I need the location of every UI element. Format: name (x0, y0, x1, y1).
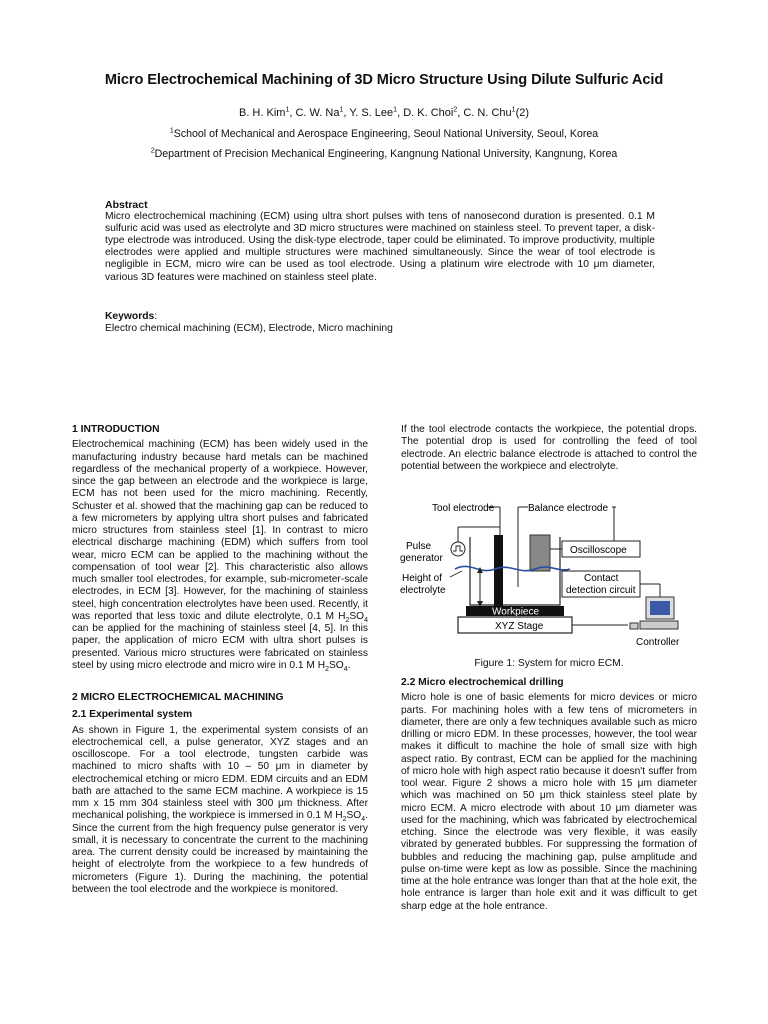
abstract-heading: Abstract (105, 199, 148, 211)
right-column-bottom (401, 677, 697, 913)
section-heading: 2 MICRO ELECTROCHEMICAL MACHINING (72, 692, 284, 703)
electrolyte-surface (455, 566, 570, 570)
experimental-paragraph: As shown in Figure 1, the experimental system consists of an electrochemical cell, a pulse generator, XYZ stages and an oscilloscope. For a tool electrode, tungsten carbide was machined to micro shafts with 10 – 50 μm in diameter by electrochemical etching or micro EDM. EDM circuits and an EDM bath are attached to the same ECM machine. A workpiece is 15 mm x 15 mm 304 stainless steel with 300 μm thickness. After mechanical polishing, the workpiece is immersed in 0.1 M $H_2SO_4$. Since the current from the high frequency pulse generator is very small, it is necessary to concentrate the current to the machining area. The current density could be increased by maintaining the height of electrolyte from the workpiece to a few hundreds of micrometers (Figure 1). During the machining, the potential between the tool electrode and the workpiece is monitored. (72, 724, 368, 895)
label-tool-electrode: Tool electrode (432, 503, 495, 514)
balance-electrode (530, 535, 550, 571)
keywords-text: Electro chemical machining (ECM), Electrode, Micro machining (105, 323, 393, 335)
affiliation: $^1$School of Mechanical and Aerospace Engineering, Seoul National University, Seoul, Korea (169, 127, 599, 140)
right-paragraph: If the tool electrode contacts the workpiece, the potential drops. The potential drop is used for controlling the feed of tool electrode. An electric balance electrode is attached to control the potential between the workpiece and electrolyte. (401, 424, 697, 472)
abstract (105, 199, 655, 284)
label-height-of: Height of (402, 573, 443, 584)
drilling-paragraph: Micro hole is one of basic elements for micro devices or micro parts. For machining holes with a few tens of micrometers in diameter, there are only a few techniques available such as micro drilling or micro EDM. In these processes, however, the tool wear makes it difficult to machine the hole of small size with high aspect ratio. By contrast, ECM can be applied for the machining of micro hole with high aspect ratio because it doesn't suffer from tool wear. Figure 2 shows a micro hole with 15 μm diameter which was machined on 50 μm thick stainless steel plate by micro ECM. A micro electrode with about 10 μm diameter was used for the machining, which was fabricated by electrochemical etching. Since the electrode was very flexible, it was easily vibrated by generated bubbles. For suppressing the formation of bubbles and reducing the machining gap, pulse amplitude and pulse on-time were kept as low as possible. Since the machining time at the hole entrance was longer than that at the hole exit, the hole entrance is larger than hole exit and it was difficult to get sharp edge at the hole entrance. (401, 692, 697, 912)
tool-electrode (494, 535, 503, 607)
abstract-text: Micro electrochemical machining (ECM) using ultra short pulses with tens of nanosecond duration is presented. 0.1 M sulfuric acid was used as electrolyte and 3D micro structures were machined on stainless steel. To prevent taper, a disk-type electrode was introduced. Using the disk-type electrode, taper could be eliminated. To improve productivity, multiple electrodes were applied and multiple structures were machined simultaneously. Since the wear of tool electrode is negligible in ECM, micro wire can be used as tool electrode. Using a platinum wire electrode with 10 μm diameter, various 3D features were machined on stainless steel plate. (105, 211, 655, 283)
label-balance-electrode: Balance electrode (528, 503, 609, 514)
author: C. N. Chu (463, 107, 512, 119)
label-xyz-stage: XYZ Stage (495, 621, 544, 632)
keywords: Keywords: Electro chemical machining (ECM), Electrode, Micro machining (105, 311, 655, 335)
controller-computer-icon (630, 597, 678, 629)
label-oscilloscope: Oscilloscope (570, 545, 627, 556)
paper-title: Micro Electrochemical Machining of 3D Micro Structure Using Dilute Sulfuric Acid (104, 72, 664, 88)
intro-paragraph: Electrochemical machining (ECM) has been widely used in the manufacturing industry because hard metals can be machined regardless of the mechanical property of a workpiece. However, since the gap between an electrode and the workpiece is large, ECM has not been used for the micro machining. Recently, Schuster et al. showed that the machining gap can be reduced to a few micrometers by applying ultra short pulses and fabricated micro structures from stainless steel [1]. In contrast to micro electrical discharge machining (EDM) which suffers from tool wear, micro ECM can be applied to the machining without the compensation of tool wear [2]. This characteristic also allows much smaller tool electrodes, for example, sub-micrometer-scale electrodes, in ECM [3]. However, for the machining of stainless steel, high concentration electrolytes have been used. Recently, it was reported that less toxic and dilute electrolyte, 0.1 M $H_2SO_4$ can be applied for the machining of stainless steel [4, 5]. In this paper, the application of micro ECM with ultra short pulses is presented. Various micro structures were fabricated on stainless steel by using micro electrode and micro wire in 0.1 M $H_2SO_4$. (72, 439, 368, 673)
author: B. H. Kim (238, 107, 286, 119)
right-column-top (401, 424, 697, 473)
figure-1-system-diagram (400, 497, 700, 657)
label-controller: Controller (636, 637, 680, 648)
label-pulse: Pulse (406, 541, 432, 552)
figure-caption: Figure 1: System for micro ECM. (474, 658, 624, 669)
label-contact: Contact (584, 573, 619, 584)
keywords-heading: Keywords (105, 311, 155, 322)
author-list: B. H. Kim$^1$, C. W. Na$^1$, Y. S. Lee$^1$, D. K. Choi$^2$, C. N. Chu$^1$(2) (238, 106, 530, 119)
author: C. W. Na (295, 107, 340, 119)
subsection-heading: 2.2 Micro electrochemical drilling (401, 677, 564, 688)
left-column (72, 424, 368, 896)
label-electrolyte: electrolyte (400, 585, 446, 596)
label-workpiece: Workpiece (492, 606, 540, 618)
subsection-heading: 2.1 Experimental system (72, 709, 193, 721)
affiliation: $^2$Department of Precision Mechanical Engineering, Kangnung National University, Kangnung, Korea (150, 147, 618, 160)
label-detection-circuit: detection circuit (566, 585, 636, 596)
pulse-generator-icon (451, 542, 465, 556)
section-heading: 1 INTRODUCTION (72, 424, 160, 435)
author: D. K. Choi (403, 107, 454, 119)
author: Y. S. Lee (349, 107, 394, 119)
label-generator: generator (400, 553, 443, 564)
